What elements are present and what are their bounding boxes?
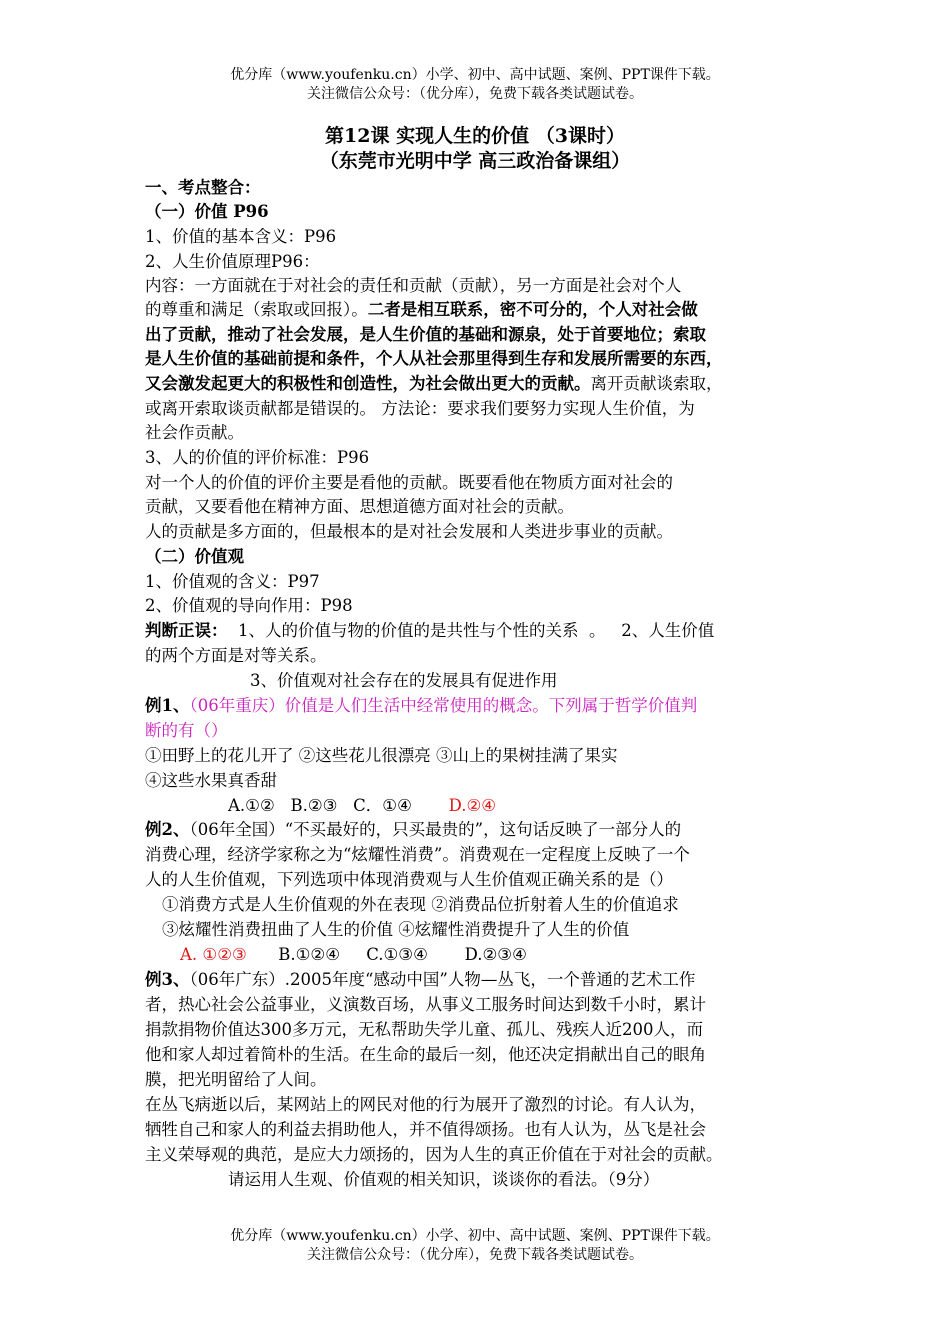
text-line: 对一个人的价值的评价主要是看他的贡献。既要看他在物质方面对社会的 (145, 473, 673, 492)
page-subtitle: （东莞市光明中学 高三政治备课组） (319, 150, 631, 172)
text-line: 2、人生价值原理P96： (145, 252, 320, 271)
option-line: ③炫耀性消费扭曲了人生的价值 ④炫耀性消费提升了人生的价值 (162, 920, 630, 939)
section-heading: 一、考点整合： (145, 178, 261, 197)
text-line: 社会作贡献。 (145, 423, 244, 442)
bold-span: 又会激发起更大的积极性和创造性，为社会做出更大的贡献。 (145, 374, 591, 393)
example-1-question (145, 694, 825, 718)
text-span: （06年广东）.2005年度“感动中国”人物—丛飞，一个普通的艺术工作 (189, 970, 696, 989)
text-line: 1、价值的基本含义：P96 (145, 227, 337, 246)
header-line-2: 关注微信公众号：（优分库），免费下载各类试题试卷。 (307, 86, 643, 102)
header-line-1: 优分库（www.youfenku.cn）小学、初中、高中试题、案例、PPT课件下载。 (230, 67, 720, 83)
option-line: ①消费方式是人生价值观的外在表现 ②消费品位折射着人生的价值追求 (162, 895, 679, 914)
text-line: 牺牲自己和家人的利益去捐助他人，并不值得颂扬。也有人认为，丛飞是社会 (145, 1120, 706, 1139)
text-line (145, 619, 825, 643)
text-line: 的两个方面是对等关系。 (145, 646, 327, 665)
text-line: 者，热心社会公益事业，义演数百场，从事义工服务时间达到数千小时，累计 (145, 995, 706, 1014)
example-2-question (145, 818, 825, 842)
page-title: 第12课 实现人生的价值 （3课时） (325, 125, 625, 147)
answer-line (228, 794, 908, 818)
answer-line (180, 943, 860, 967)
example-3-question (145, 968, 825, 992)
answer-choices: A.①② B.②③ C．①④ (228, 796, 449, 815)
text-line: 请运用人生观、价值观的相关知识，谈谈你的看法。（9分） (228, 1170, 660, 1189)
text-span: 的尊重和满足（索取或回报）。 (145, 300, 368, 319)
text-line: 1、价值观的含义：P97 (145, 572, 320, 591)
judge-label: 判断正误： (145, 621, 228, 640)
option-line: ④这些水果真香甜 (145, 771, 277, 790)
text-line: 他和家人却过着简朴的生活。在生命的最后一刻，他还决定捐献出自己的眼角 (145, 1045, 706, 1064)
text-line: 或离开索取谈贡献都是错误的。 方法论：要求我们要努力实现人生价值，为 (145, 399, 695, 418)
example-label: 例3、 (145, 970, 190, 989)
text-span: 1、人的价值与物的价值的是共性与个性的关系 。 2、人生价值 (227, 621, 715, 640)
highlight-span: （06年重庆）价值是人们生活中经常使用的概念。下列属于哲学价值判 (189, 696, 698, 715)
text-line: 内容：一方面就在于对社会的责任和贡献（贡献），另一方面是社会对个人 (145, 276, 682, 295)
text-line (145, 298, 825, 322)
correct-answer: D.②④ (448, 796, 497, 815)
text-span: （06年全国）“不买最好的，只买最贵的”，这句话反映了一部分人的 (189, 820, 682, 839)
text-span: 离开贡献谈索取， (590, 374, 723, 393)
highlight-line: 断的有（） (145, 721, 228, 740)
text-line: 3、人的价值的评价标准：P96 (145, 448, 370, 467)
text-line: 捐款捐物价值达300多万元，无私帮助失学儿童、孤儿、残疾人近200人，而 (145, 1020, 703, 1039)
option-line: ①田野上的花儿开了 ②这些花儿很漂亮 ③山上的果树挂满了果实 (145, 746, 618, 765)
subsection-heading: （一）价值 P96 (145, 202, 269, 221)
text-line (145, 372, 825, 396)
footer-line-1: 优分库（www.youfenku.cn）小学、初中、高中试题、案例、PPT课件下载。 (230, 1228, 720, 1244)
text-line: 人的人生价值观，下列选项中体现消费观与人生价值观正确关系的是（） (145, 870, 673, 889)
text-line: 贡献，又要看他在精神方面、思想道德方面对社会的贡献。 (145, 497, 574, 516)
bold-line: 是人生价值的基础前提和条件，个人从社会那里得到生存和发展所需要的东西， (145, 349, 723, 368)
text-line: 人的贡献是多方面的，但最根本的是对社会发展和人类进步事业的贡献。 (145, 522, 673, 541)
bold-span: 二者是相互联系，密不可分的，个人对社会做 (367, 300, 698, 319)
subsection-heading: （二）价值观 (145, 547, 244, 566)
text-line: 在丛飞病逝以后，某网站上的网民对他的行为展开了激烈的讨论。有人认为， (145, 1095, 706, 1114)
correct-answer: A. ①②③ (180, 945, 247, 964)
example-label: 例2、 (145, 820, 190, 839)
text-line: 主义荣辱观的典范，是应大力颂扬的，因为人生的真正价值在于对社会的贡献。 (145, 1145, 723, 1164)
bold-line: 出了贡献，推动了社会发展，是人生价值的基础和源泉，处于首要地位；索取 (145, 325, 706, 344)
text-line: 3、价值观对社会存在的发展具有促进作用 (250, 671, 558, 690)
text-line: 2、价值观的导向作用：P98 (145, 596, 353, 615)
text-line: 膜，把光明留给了人间。 (145, 1070, 327, 1089)
text-line: 消费心理，经济学家称之为“炫耀性消费”。消费观在一定程度上反映了一个 (145, 845, 690, 864)
example-label: 例1、 (145, 696, 190, 715)
answer-choices: B.①②④ C.①③④ D.②③④ (246, 945, 527, 964)
footer-line-2: 关注微信公众号：（优分库），免费下载各类试题试卷。 (307, 1247, 643, 1263)
